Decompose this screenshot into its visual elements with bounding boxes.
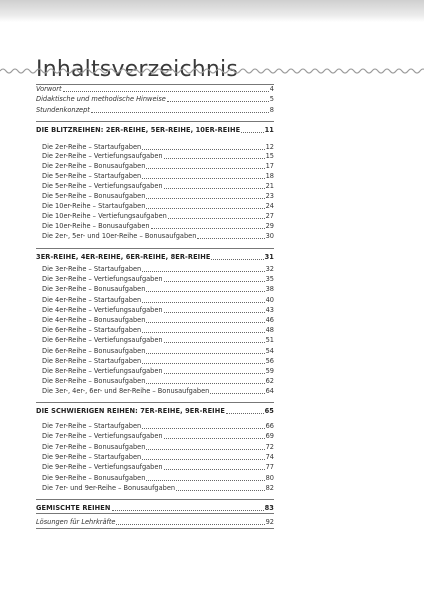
toc-entry[interactable] [42, 473, 274, 483]
toc-entry-label: Die 8er-Reihe – Vertiefungsaufgaben [42, 367, 163, 375]
dot-leader [146, 383, 264, 384]
toc-page-number: 62 [265, 377, 274, 386]
toc-entry-label: Die 6er-Reihe – Startaufgaben [42, 326, 142, 335]
toc-entry-label: Die 4er-Reihe – Bonusaufgaben [42, 316, 146, 324]
toc-page-number: 27 [265, 211, 274, 220]
toc-entry-label: Die 7er-Reihe – Startaufgaben [42, 422, 142, 430]
dot-leader [176, 490, 265, 491]
toc-entry[interactable] [42, 295, 274, 305]
toc-entry-label: Die 8er-Reihe – Bonusaufgaben [42, 377, 146, 386]
dot-leader [142, 149, 264, 150]
toc-entry[interactable] [42, 142, 274, 152]
dot-leader [164, 373, 265, 374]
toc-entry-label: Die 2er-Reihe – Bonusaufgaben [42, 162, 146, 171]
dot-leader [142, 459, 264, 460]
toc-entry-intro[interactable] [36, 84, 274, 94]
toc-page-number: 15 [265, 152, 274, 161]
toc-entry[interactable] [42, 442, 274, 452]
dot-leader [142, 363, 264, 364]
toc-entry-label: Die 10er-Reihe – Vertiefungsaufgaben [42, 211, 167, 220]
dot-leader [226, 413, 264, 414]
toc-entry[interactable] [42, 264, 274, 274]
toc-entry-label: Die 10er-Reihe – Startaufgaben [42, 201, 146, 210]
dot-leader [146, 449, 264, 450]
toc-entry-label: Die 3er-Reihe – Startaufgaben [42, 265, 142, 273]
wavy-divider [0, 66, 424, 76]
toc-page-number: 54 [265, 346, 274, 355]
toc-entry[interactable] [42, 376, 274, 386]
toc-entry[interactable] [42, 305, 274, 315]
toc-entry-label: Die 2er-Reihe – Vertiefungsaufgaben [42, 152, 163, 161]
section-divider [36, 402, 274, 403]
dot-leader [164, 158, 265, 159]
toc-entry[interactable] [42, 191, 274, 201]
toc-page-number: 38 [265, 285, 274, 294]
toc-page-number: 11 [264, 126, 274, 134]
toc-entry-label: DIE SCHWIERIGEN REIHEN: 7ER-REIHE, 9ER-REIHE [36, 407, 225, 415]
toc-page-number: 30 [265, 231, 274, 240]
toc-page-number: 74 [265, 452, 274, 461]
toc-page-number: 92 [265, 518, 274, 526]
toc-page-number: 83 [264, 504, 274, 512]
dot-leader [241, 132, 263, 133]
toc-entry[interactable] [42, 462, 274, 472]
toc-entry-label: Vorwort [36, 85, 62, 93]
toc-section-heading[interactable] [36, 125, 274, 135]
toc-entry-label: Die 6er-Reihe – Vertiefungsaufgaben [42, 336, 163, 345]
toc-entry-label: Die 5er-Reihe – Bonusaufgaben [42, 192, 146, 200]
dot-leader [164, 469, 265, 470]
toc-page-number: 8 [269, 105, 274, 114]
dot-leader [146, 322, 264, 323]
toc-page-number: 17 [265, 162, 274, 171]
toc-page-number: 35 [265, 275, 274, 284]
toc-entry[interactable] [42, 452, 274, 462]
toc-entry-intro[interactable] [36, 94, 274, 104]
toc-page-number: 5 [269, 95, 274, 104]
dot-leader [142, 332, 264, 333]
toc-entry[interactable] [42, 274, 274, 284]
toc-page-number: 43 [265, 305, 274, 314]
toc-page-number: 48 [265, 326, 274, 335]
dot-leader [164, 312, 265, 313]
toc-page-number: 80 [265, 473, 274, 482]
toc-entry-label: Die 6er-Reihe – Bonusaufgaben [42, 346, 146, 355]
dot-leader [167, 101, 269, 102]
toc-page-number: 4 [269, 85, 274, 93]
dot-leader [146, 198, 264, 199]
dot-leader [112, 510, 264, 511]
toc-section-heading[interactable] [36, 503, 274, 513]
toc-entry-label: Die 9er-Reihe – Bonusaufgaben [42, 473, 146, 482]
toc-entry-label: Lösungen für Lehrkräfte [36, 518, 116, 526]
toc-entry-label: Die 8er-Reihe – Startaufgaben [42, 356, 142, 365]
toc-entry[interactable] [42, 211, 274, 221]
toc-page-number: 64 [265, 387, 274, 396]
toc-entry[interactable] [42, 171, 274, 181]
dot-leader [151, 228, 265, 229]
toc-entry-label: Die 3er-, 4er-, 6er- und 8er-Reihe – Bonusaufgaben [42, 387, 210, 396]
toc-entry-label: Die 5er-Reihe – Startaufgaben [42, 172, 142, 181]
dot-leader [63, 91, 269, 92]
toc-page-number: 59 [265, 367, 274, 375]
section-divider [36, 528, 274, 529]
dot-leader [116, 524, 264, 525]
toc-entry-label: 3ER-REIHE, 4ER-REIHE, 6ER-REIHE, 8ER-REIHE [36, 253, 211, 261]
dot-leader [146, 168, 264, 169]
dot-leader [142, 178, 264, 179]
toc-page-number: 65 [264, 407, 274, 415]
toc-entry[interactable] [42, 315, 274, 325]
page-title: Inhaltsverzeichnis [36, 56, 239, 82]
section-divider [36, 121, 274, 122]
toc-entry[interactable] [42, 366, 274, 376]
toc-entry-label: GEMISCHTE REIHEN [36, 504, 111, 512]
dot-leader [164, 438, 265, 439]
section-divider [36, 499, 274, 500]
toc-entry-label: Die 7er- und 9er-Reihe – Bonusaufgaben [42, 483, 176, 492]
toc-page-number: 32 [265, 265, 274, 273]
toc-section-heading[interactable] [36, 252, 274, 262]
toc-entry[interactable] [42, 151, 274, 161]
dot-leader [146, 480, 264, 481]
toc-entry-label: Didaktische und methodische Hinweise [36, 95, 166, 104]
toc-page-number: 12 [265, 142, 274, 151]
toc-entry[interactable] [42, 325, 274, 335]
toc-page-number: 29 [265, 221, 274, 230]
toc-entry-label: Die 4er-Reihe – Vertiefungsaufgaben [42, 305, 163, 314]
toc-entry-label: Die 2er-Reihe – Startaufgaben [42, 142, 142, 151]
toc-page-number: 40 [265, 295, 274, 304]
toc-entry-loesungen[interactable] [36, 517, 274, 527]
toc-entry-label: Die 10er-Reihe – Bonusaufgaben [42, 221, 150, 230]
toc-page-number: 18 [265, 172, 274, 181]
toc-entry[interactable] [42, 201, 274, 211]
toc-entry[interactable] [42, 335, 274, 345]
toc-entry-label: Stundenkonzept [36, 105, 90, 114]
toc-page-number: 82 [265, 483, 274, 492]
dot-leader [146, 291, 264, 292]
dot-leader [164, 188, 265, 189]
toc-entry-label: Die 7er-Reihe – Vertiefungsaufgaben [42, 432, 163, 441]
toc-section-heading[interactable] [36, 406, 274, 416]
section-divider [36, 513, 274, 514]
toc-entry[interactable] [42, 421, 274, 431]
toc-entry[interactable] [42, 483, 274, 493]
toc-entry[interactable] [42, 346, 274, 356]
dot-leader [142, 302, 264, 303]
toc-page-number: 69 [265, 432, 274, 441]
dot-leader [197, 238, 264, 239]
dot-leader [211, 259, 263, 260]
toc-entry[interactable] [42, 161, 274, 171]
toc-page-number: 31 [264, 253, 274, 261]
toc-page-number: 72 [265, 442, 274, 451]
toc-entry[interactable] [42, 431, 274, 441]
toc-entry-label: Die 2er-, 5er- und 10er-Reihe – Bonusaufgaben [42, 231, 197, 240]
dot-leader [168, 218, 265, 219]
toc-entry-label: Die 9er-Reihe – Vertiefungsaufgaben [42, 463, 163, 472]
toc-page-number: 24 [265, 201, 274, 210]
toc-entry[interactable] [42, 181, 274, 191]
top-shadow-bar [0, 0, 424, 22]
toc-entry[interactable] [42, 221, 274, 231]
dot-leader [91, 112, 269, 113]
toc-page-number: 66 [265, 422, 274, 430]
toc-page-number: 21 [265, 182, 274, 191]
toc-page-number: 23 [265, 192, 274, 200]
toc-entry-intro[interactable] [36, 105, 274, 115]
toc-entry[interactable] [42, 231, 274, 241]
dot-leader [142, 428, 264, 429]
toc-page-number: 51 [265, 336, 274, 345]
toc-page-number: 56 [265, 356, 274, 365]
dot-leader [142, 271, 264, 272]
toc-entry[interactable] [42, 284, 274, 294]
toc-entry-label: Die 5er-Reihe – Vertiefungsaufgaben [42, 182, 163, 191]
toc-entry-label: Die 3er-Reihe – Vertiefungsaufgaben [42, 275, 163, 284]
dot-leader [164, 342, 265, 343]
toc-entry-label: DIE BLITZREIHEN: 2ER-REIHE, 5ER-REIHE, 10ER-REIHE [36, 126, 241, 134]
toc-entry-label: Die 9er-Reihe – Startaufgaben [42, 452, 142, 461]
toc-entry-label: Die 4er-Reihe – Startaufgaben [42, 295, 142, 304]
dot-leader [164, 281, 265, 282]
toc-entry[interactable] [42, 356, 274, 366]
section-divider [36, 248, 274, 249]
toc-page-number: 77 [265, 463, 274, 472]
toc-entry[interactable] [42, 386, 274, 396]
dot-leader [146, 208, 264, 209]
toc-entry-label: Die 7er-Reihe – Bonusaufgaben [42, 442, 146, 451]
dot-leader [146, 353, 264, 354]
toc-page-number: 46 [265, 316, 274, 324]
toc-entry-label: Die 3er-Reihe – Bonusaufgaben [42, 285, 146, 294]
dot-leader [210, 393, 264, 394]
